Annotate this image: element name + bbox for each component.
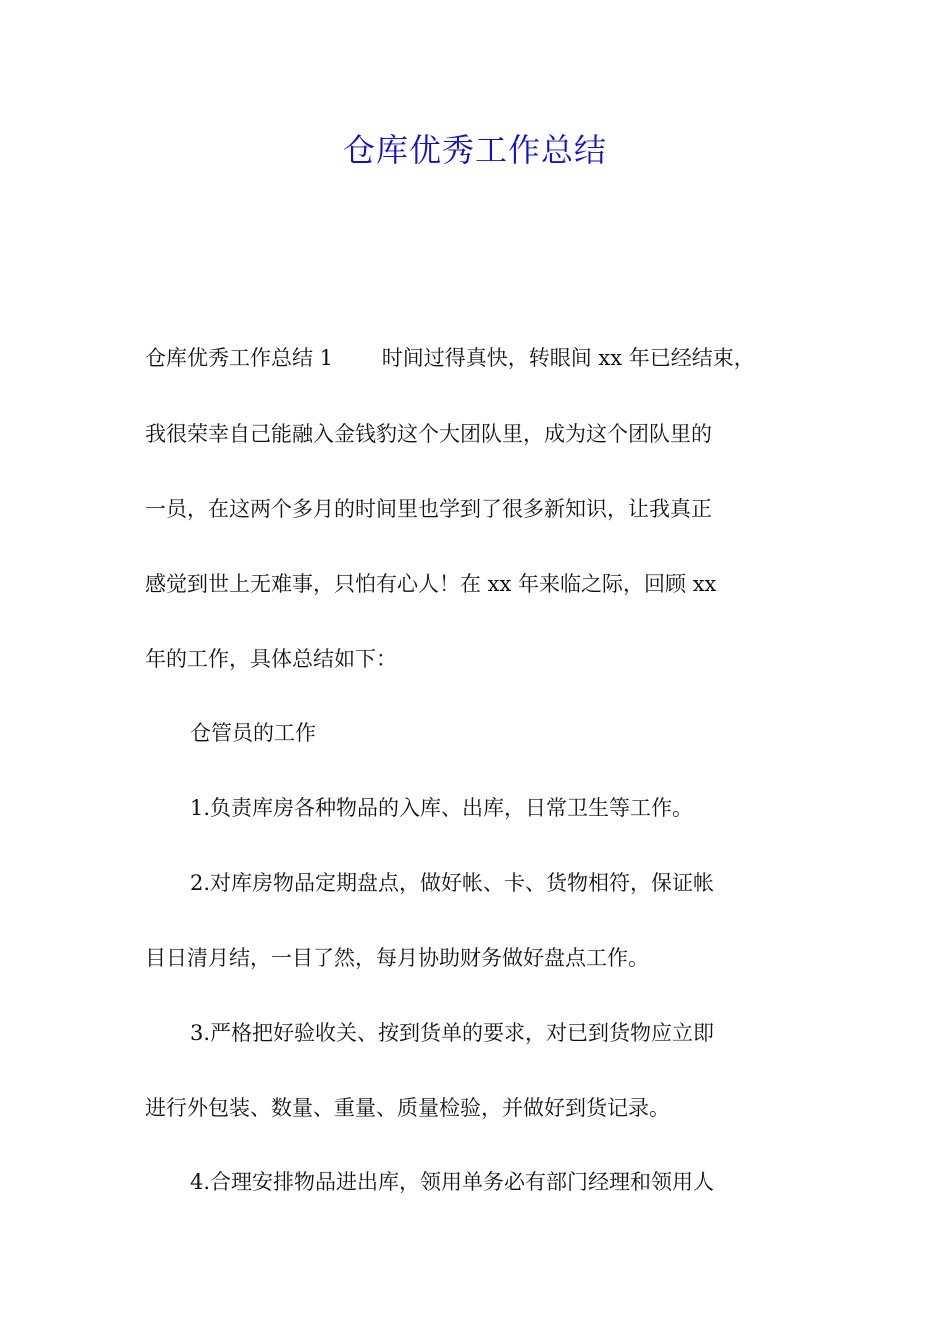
document-title: 仓库优秀工作总结 [342,131,607,169]
paragraph-line: 仓库优秀工作总结 1 时间过得真快，转眼间 xx 年已经结束， [145,346,755,370]
section-heading: 仓管员的工作 [190,721,316,745]
paragraph-line: 一员，在这两个多月的时间里也学到了很多新知识，让我真正 [145,497,712,521]
paragraph-line: 进行外包装、数量、重量、质量检验，并做好到货记录。 [145,1096,670,1120]
list-item: 4.合理安排物品进出库，领用单务必有部门经理和领用人 [190,1170,715,1194]
paragraph-line: 感觉到世上无难事，只怕有心人！在 xx 年来临之际，回顾 xx [145,572,717,596]
list-item: 3.严格把好验收关、按到货单的要求，对已到货物应立即 [190,1021,715,1045]
paragraph-line: 年的工作，具体总结如下： [145,647,397,671]
paragraph-line: 我很荣幸自己能融入金钱豹这个大团队里，成为这个团队里的 [145,422,712,446]
paragraph-line: 目日清月结，一目了然，每月协助财务做好盘点工作。 [145,946,649,970]
list-item: 2.对库房物品定期盘点，做好帐、卡、货物相符，保证帐 [190,871,715,895]
list-item: 1.负责库房各种物品的入库、出库，日常卫生等工作。 [190,796,694,820]
